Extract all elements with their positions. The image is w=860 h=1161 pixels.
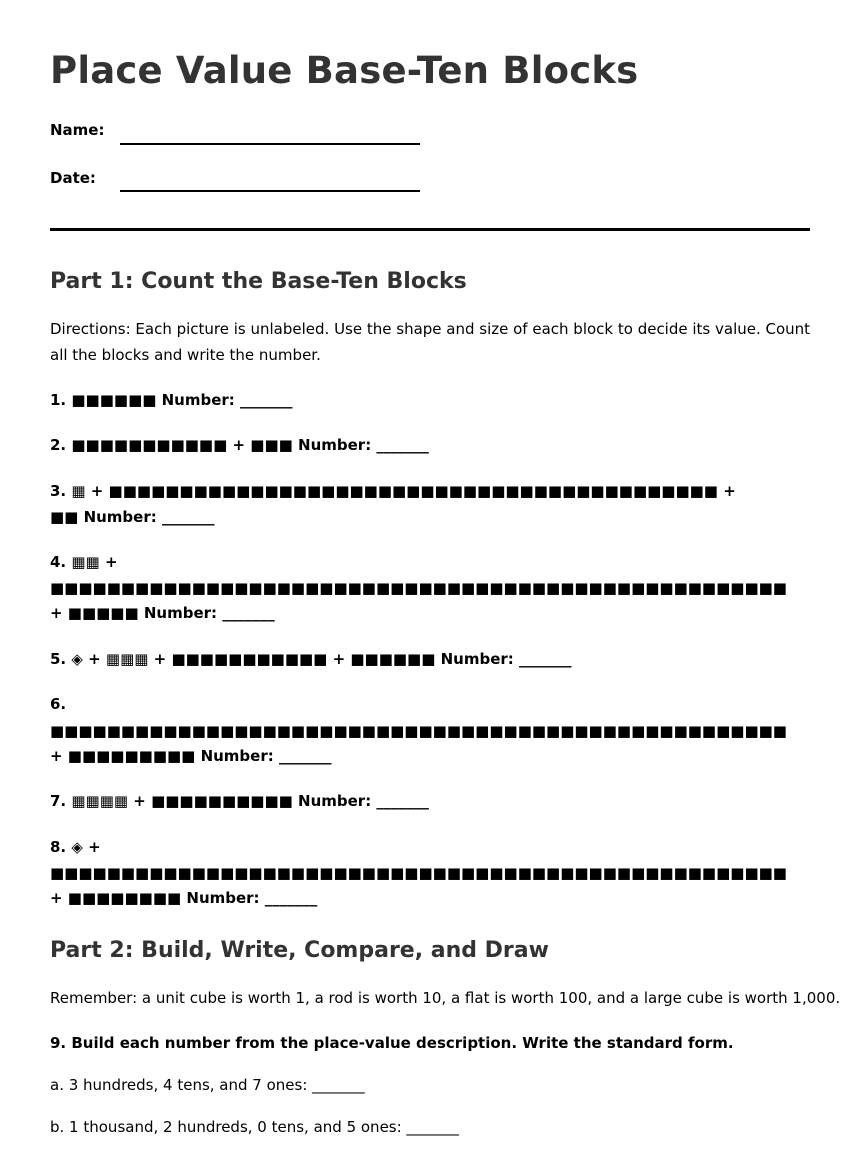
part2-heading: Part 2: Build, Write, Compare, and Draw (50, 938, 549, 963)
date-field[interactable] (120, 190, 420, 192)
question-9a: a. 3 hundreds, 4 tens, and 7 ones: _______ (50, 1076, 365, 1094)
question-3 (50, 479, 736, 504)
block-picture: + ■■■■■ Number: _______ (50, 604, 275, 622)
block-picture: ◈ + (71, 838, 101, 856)
question-1 (50, 388, 293, 413)
question-number: 4. (50, 553, 67, 571)
block-picture: + ■■■■■■■■■ Number: _______ (50, 747, 332, 765)
question-5 (50, 647, 572, 672)
question-9: 9. Build each number from the place-value description. Write the standard form. (50, 1034, 734, 1052)
question-number: 1. (50, 391, 67, 409)
block-picture: ■■■■■■■■■■■ + ■■■ Number: _______ (71, 436, 429, 454)
question-number: 8. (50, 838, 67, 856)
block-picture: ■■■■■■■■■■■■■■■■■■■■■■■■■■■■■■■■■■■■■■■■■■■■■■■■■■■■ (50, 722, 787, 740)
question-8-continued (50, 886, 317, 911)
question-number: 6. (50, 695, 67, 713)
question-number: 3. (50, 482, 67, 500)
block-picture: ▦▦▦▦ + ■■■■■■■■■■ Number: _______ (71, 792, 429, 810)
question-6 (50, 692, 66, 717)
block-picture: ■■■■■■ Number: _______ (71, 391, 293, 409)
question-8 (50, 835, 101, 860)
question-6-continued (50, 744, 331, 769)
question-4 (50, 550, 118, 575)
block-picture: + ■■■■■■■■ Number: _______ (50, 889, 318, 907)
part1-heading: Part 1: Count the Base-Ten Blocks (50, 269, 467, 294)
block-picture: ■■■■■■■■■■■■■■■■■■■■■■■■■■■■■■■■■■■■■■■■■■■■■■■■■■■■ (50, 579, 787, 597)
question-number: 7. (50, 792, 67, 810)
question-number: 2. (50, 436, 67, 454)
name-label: Name: (50, 121, 105, 139)
part2-remember: Remember: a unit cube is worth 1, a rod is worth 10, a flat is worth 100, and a large cube is worth 1,000. (50, 989, 841, 1007)
section-divider (50, 228, 810, 231)
block-picture: ■■ Number: _______ (50, 508, 215, 526)
question-2 (50, 433, 429, 458)
question-8-rods (50, 861, 830, 886)
page-title: Place Value Base-Ten Blocks (50, 49, 639, 92)
name-field[interactable] (120, 143, 420, 145)
block-picture: ▦ + ■■■■■■■■■■■■■■■■■■■■■■■■■■■■■■■■■■■■■■■■■■■ + (71, 482, 736, 500)
block-picture: ■■■■■■■■■■■■■■■■■■■■■■■■■■■■■■■■■■■■■■■■■■■■■■■■■■■■ (50, 864, 787, 882)
question-3-continued (50, 505, 214, 530)
block-picture: ▦▦ + (71, 553, 118, 571)
question-4-rods (50, 576, 830, 601)
date-label: Date: (50, 169, 96, 187)
part1-directions: Directions: Each picture is unlabeled. Use the shape and size of each block to decide its value. Count all the blocks and write the number. (50, 320, 811, 364)
question-6-rods (50, 719, 830, 744)
question-7 (50, 789, 429, 814)
block-picture: ◈ + ▦▦▦ + ■■■■■■■■■■■ + ■■■■■■ Number: _______ (71, 650, 572, 668)
question-9b: b. 1 thousand, 2 hundreds, 0 tens, and 5 ones: _______ (50, 1118, 459, 1136)
question-number: 5. (50, 650, 67, 668)
question-4-continued (50, 601, 275, 626)
